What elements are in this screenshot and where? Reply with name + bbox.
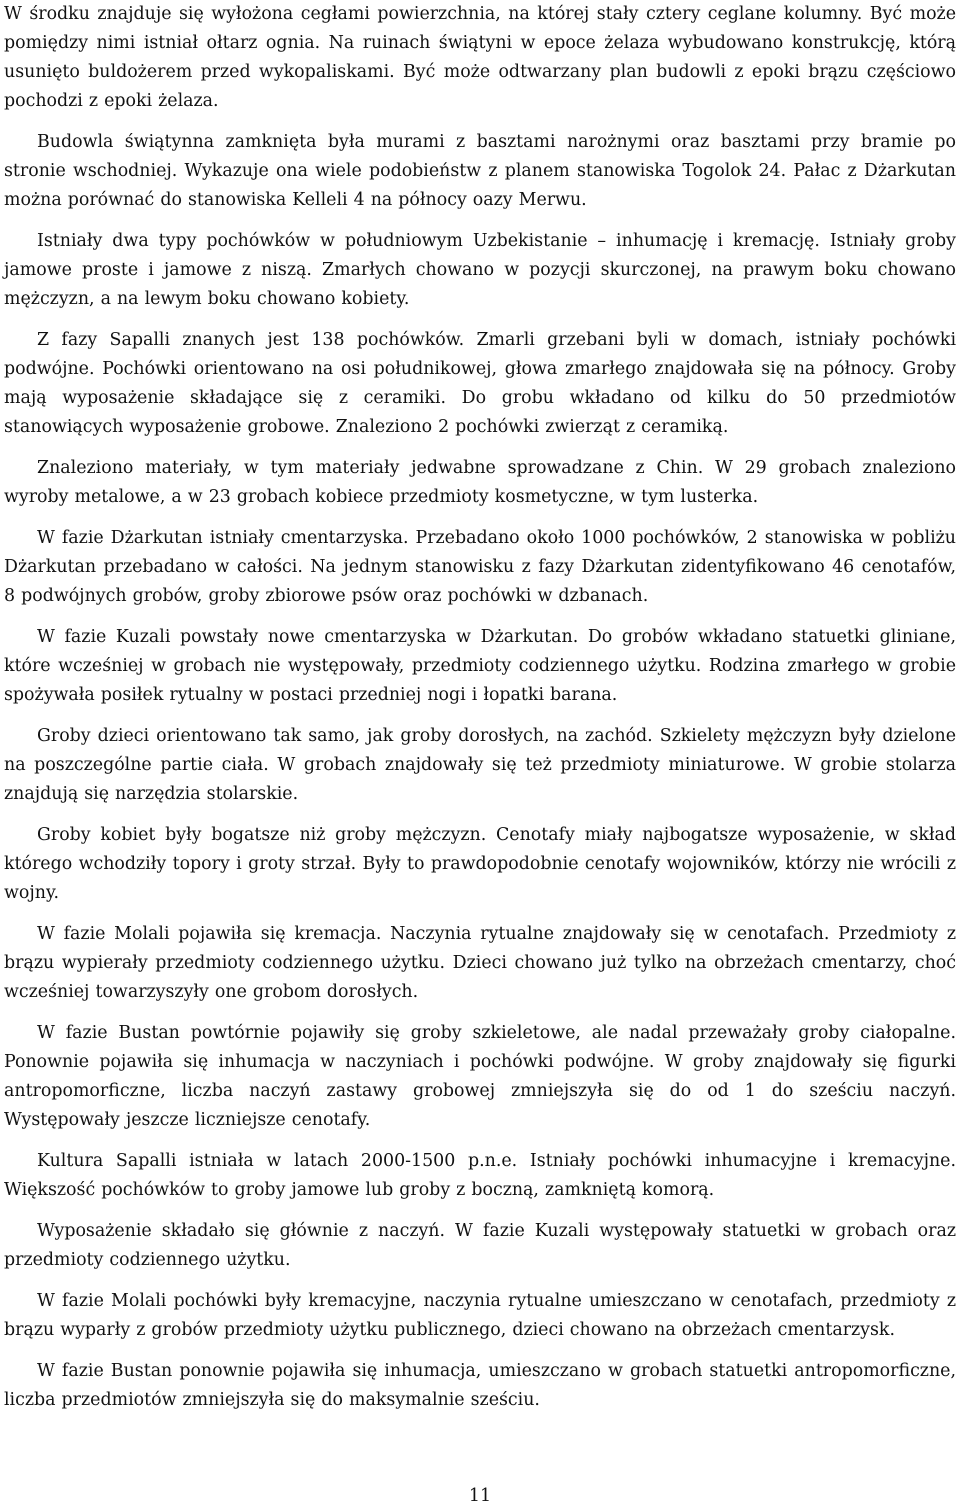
paragraph-1: W środku znajduje się wyłożona cegłami powierzchnia, na której stały cztery ceglane kolumny. Być może pomiędzy nimi istniał ołtarz ognia. Na ruinach świątyni w epoce żelaza wybudowano konstrukcję, którą usunięto buldożerem przed wykopaliskami. Być może odtwarzany plan budowli z epoki brązu częściowo pochodzi z epoki żelaza. xyxy=(4,4,956,111)
paragraph-6: W fazie Dżarkutan istniały cmentarzyska. Przebadano około 1000 pochówków, 2 stanowiska w pobliżu Dżarkutan przebadano w całości. Na jednym stanowisku z fazy Dżarkutan zidentyfikowano 46 cenotafów, 8 podwójnych grobów, groby zbiorowe psów oraz pochówki w dzbanach. xyxy=(4,528,956,606)
paragraph-7: W fazie Kuzali powstały nowe cmentarzyska w Dżarkutan. Do grobów wkładano statuetki gliniane, które wcześniej w grobach nie występowały, przedmioty codziennego użytku. Rodzina zmarłego w grobie spożywała posiłek rytualny w postaci przedniej nogi i łopatki barana. xyxy=(4,627,956,705)
paragraph-8: Groby dzieci orientowano tak samo, jak groby dorosłych, na zachód. Szkielety mężczyzn były dzielone na poszczególne partie ciała. W grobach znajdowały się też przedmioty miniaturowe. W grobie stolarza znajdują się narzędzia stolarskie. xyxy=(4,726,956,804)
paragraph-14: W fazie Molali pochówki były kremacyjne, naczynia rytualne umieszczano w cenotafach, przedmioty z brązu wyparły z grobów przedmioty użytku publicznego, dzieci chowano na obrzeżach cmentarzysk. xyxy=(4,1291,956,1340)
paragraph-12: Kultura Sapalli istniała w latach 2000-1500 p.n.e. Istniały pochówki inhumacyjne i kremacyjne. Większość pochówków to groby jamowe lub groby z boczną, zamkniętą komorą. xyxy=(4,1151,956,1200)
paragraph-10: W fazie Molali pojawiła się kremacja. Naczynia rytualne znajdowały się w cenotafach. Przedmioty z brązu wypierały przedmioty codziennego użytku. Dzieci chowano już tylko na obrzeżach cmentarzy, choć wcześniej towarzyszyły one grobom dorosłych. xyxy=(4,924,956,1002)
paragraph-11: W fazie Bustan powtórnie pojawiły się groby szkieletowe, ale nadal przeważały groby ciałopalne. Ponownie pojawiła się inhumacja w naczyniach i pochówki podwójne. W groby znajdowały się figurki antropomorficzne, liczba naczyń zastawy grobowej zmniejszyła się do od 1 do sześciu naczyń. Występowały jeszcze liczniejsze cenotafy. xyxy=(4,1023,956,1130)
paragraph-4: Z fazy Sapalli znanych jest 138 pochówków. Zmarli grzebani byli w domach, istniały pochówki podwójne. Pochówki orientowano na osi południkowej, głowa zmarłego znajdowała się na północy. Groby mają wyposażenie składające się z ceramiki. Do grobu wkładano od kilku do 50 przedmiotów stanowiących wyposażenie grobowe. Znaleziono 2 pochówki zwierząt z ceramiką. xyxy=(4,330,956,437)
page-number: 11 xyxy=(468,1486,492,1506)
paragraph-2: Budowla świątynna zamknięta była murami z basztami narożnymi oraz basztami przy bramie po stronie wschodniej. Wykazuje ona wiele podobieństw z planem stanowiska Togolok 24. Pałac z Dżarkutan można porównać do stanowiska Kelleli 4 na północy oazy Merwu. xyxy=(4,132,956,210)
document-page xyxy=(4,0,956,1427)
paragraph-3: Istniały dwa typy pochówków w południowym Uzbekistanie – inhumację i kremację. Istniały groby jamowe proste i jamowe z niszą. Zmarłych chowano w pozycji skurczonej, na prawym boku chowano mężczyzn, a na lewym boku chowano kobiety. xyxy=(4,231,956,309)
paragraph-15: W fazie Bustan ponownie pojawiła się inhumacja, umieszczano w grobach statuetki antropomorficzne, liczba przedmiotów zmniejszyła się do maksymalnie sześciu. xyxy=(4,1361,956,1410)
paragraph-9: Groby kobiet były bogatsze niż groby mężczyzn. Cenotafy miały najbogatsze wyposażenie, w skład którego wchodziły topory i groty strzał. Były to prawdopodobnie cenotafy wojowników, którzy nie wrócili z wojny. xyxy=(4,825,956,903)
paragraph-5: Znaleziono materiały, w tym materiały jedwabne sprowadzane z Chin. W 29 grobach znaleziono wyroby metalowe, a w 23 grobach kobiece przedmioty kosmetyczne, w tym lusterka. xyxy=(4,458,956,507)
paragraph-13: Wyposażenie składało się głównie z naczyń. W fazie Kuzali występowały statuetki w grobach oraz przedmioty codziennego użytku. xyxy=(4,1221,956,1270)
